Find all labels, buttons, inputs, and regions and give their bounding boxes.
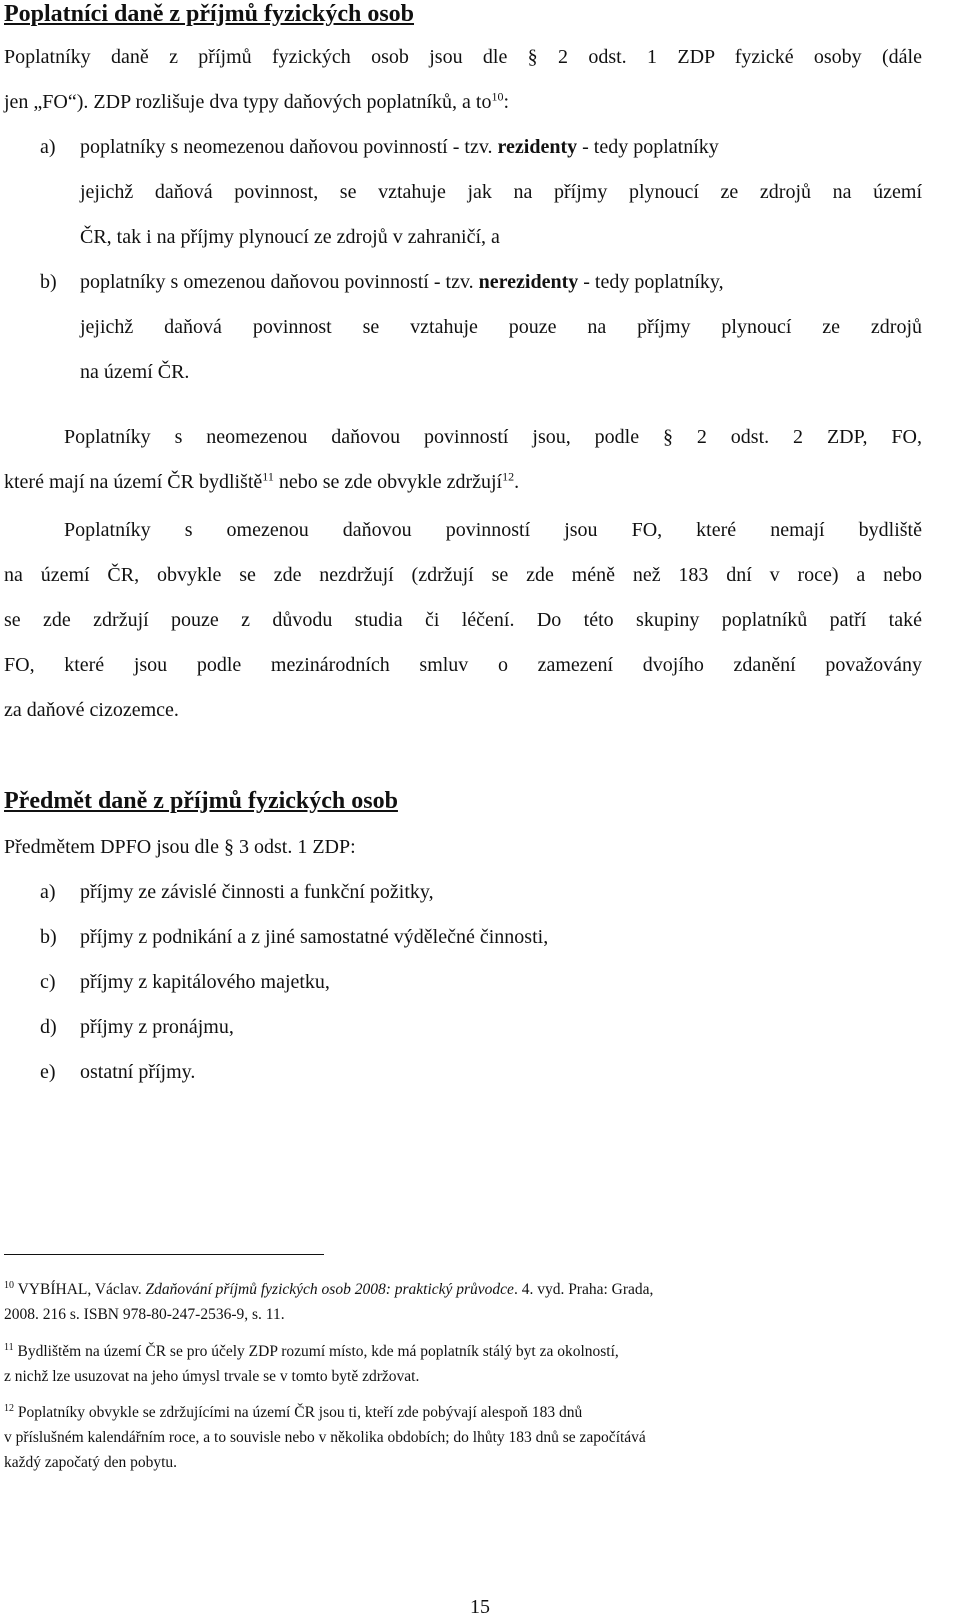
paragraph-line: FO, které jsou podle mezinárodních smluv o zamezení dvojího zdanění považovány — [4, 654, 922, 676]
term-nerezidenty: nerezidenty — [478, 271, 579, 293]
list-label: b) — [40, 271, 57, 293]
page-number: 15 — [470, 1596, 490, 1618]
text: - tedy poplatníky, — [583, 271, 724, 293]
text: . — [514, 471, 520, 493]
text: . 4. vyd. Praha: Grada, — [513, 1281, 654, 1298]
text: které mají na území ČR bydliště — [4, 471, 263, 493]
list-item — [40, 970, 330, 994]
list-label: b) — [40, 926, 57, 948]
footnote-12-line: v příslušném kalendářním roce, a to souvisle nebo v několika obdobích; do lhůty 183 dnů se započítává — [4, 1429, 646, 1446]
text: Poplatníky obvykle se zdržujícími na území ČR jsou ti, kteří zde pobývají alespoň 183 dnů — [17, 1404, 583, 1421]
paragraph-line: Poplatníky s omezenou daňovou povinností jsou FO, které nemají bydliště — [64, 519, 922, 541]
paragraph-line: na území ČR, obvykle se zde nezdržují (zdržují se zde méně než 183 dní v roce) a nebo — [4, 564, 922, 586]
paragraph-line: Poplatníky s neomezenou daňovou povinností jsou, podle § 2 odst. 2 ZDP, FO, — [64, 426, 922, 448]
footnote-10 — [4, 1280, 653, 1300]
book-title: Zdaňování příjmů fyzických osob 2008: praktický průvodce — [145, 1281, 514, 1298]
list-item-b — [40, 270, 922, 294]
footnote-ref-10: 10 — [491, 89, 504, 104]
text: - tedy poplatníky — [582, 136, 719, 158]
footnote-number: 10 — [4, 1279, 14, 1291]
list-item — [40, 925, 548, 949]
text: poplatníky s omezenou daňovou povinností - tzv. — [80, 271, 474, 293]
list-label: a) — [40, 136, 56, 158]
footnote-12-line: každý započatý den pobytu. — [4, 1454, 178, 1471]
list-item-a-line: ČR, tak i na příjmy plynoucí ze zdrojů v zahraničí, a — [80, 226, 500, 248]
footnote-ref-11: 11 — [262, 469, 274, 484]
list-label: c) — [40, 971, 56, 993]
list-item-b-line: na území ČR. — [80, 361, 190, 383]
list-item — [40, 1060, 195, 1084]
footnote-separator — [4, 1254, 324, 1255]
list-text: příjmy ze závislé činnosti a funkční požitky, — [80, 881, 434, 903]
footnote-11 — [4, 1342, 619, 1362]
text: nebo se zde obvykle zdržují — [278, 471, 503, 493]
footnote-12 — [4, 1403, 582, 1423]
text: Bydlištěm na území ČR se pro účely ZDP rozumí místo, kde má poplatník stálý byt za okolností, — [17, 1343, 619, 1360]
footnote-11-line: z nichž lze usuzovat na jeho úmysl trvale se v tomto bytě zdržovat. — [4, 1368, 420, 1385]
list-item-a — [40, 135, 922, 159]
footnote-10-line: 2008. 216 s. ISBN 978-80-247-2536-9, s. 11. — [4, 1306, 285, 1323]
paragraph-line: Poplatníky daně z příjmů fyzických osob jsou dle § 2 odst. 1 ZDP fyzické osoby (dále — [4, 46, 922, 68]
paragraph-line: se zde zdržují pouze z důvodu studia či léčení. Do této skupiny poplatníků patří také — [4, 609, 922, 631]
list-item — [40, 1015, 234, 1039]
list-text: příjmy z pronájmu, — [80, 1016, 234, 1038]
list-text: příjmy z podnikání a z jiné samostatné výdělečné činnosti, — [80, 926, 549, 948]
list-text: příjmy z kapitálového majetku, — [80, 971, 330, 993]
paragraph-line — [4, 90, 509, 114]
list-item — [40, 880, 434, 904]
paragraph-line: Předmětem DPFO jsou dle § 3 odst. 1 ZDP: — [4, 836, 356, 858]
section-heading-subject: Předmět daně z příjmů fyzických osob — [4, 788, 398, 814]
list-text: ostatní příjmy. — [80, 1061, 196, 1083]
text: VYBÍHAL, Václav. — [17, 1281, 142, 1298]
list-label: e) — [40, 1061, 56, 1083]
list-label: a) — [40, 881, 56, 903]
footnote-number: 12 — [4, 1402, 14, 1414]
list-label: d) — [40, 1016, 57, 1038]
section-heading-taxpayers: Poplatníci daně z příjmů fyzických osob — [4, 1, 415, 27]
text: poplatníky s neomezenou daňovou povinností - tzv. — [80, 136, 493, 158]
paragraph-line — [4, 470, 519, 494]
text: : — [503, 91, 510, 113]
paragraph-line: za daňové cizozemce. — [4, 699, 179, 721]
footnote-ref-12: 12 — [502, 469, 515, 484]
footnote-number: 11 — [4, 1341, 14, 1353]
list-item-b-line: jejichž daňová povinnost se vztahuje pouze na příjmy plynoucí ze zdrojů — [80, 316, 922, 338]
term-rezidenty: rezidenty — [497, 136, 578, 158]
list-item-a-line: jejichž daňová povinnost, se vztahuje jak na příjmy plynoucí ze zdrojů na území — [80, 181, 922, 203]
text: jen „FO“). ZDP rozlišuje dva typy daňových poplatníků, a to — [4, 91, 492, 113]
